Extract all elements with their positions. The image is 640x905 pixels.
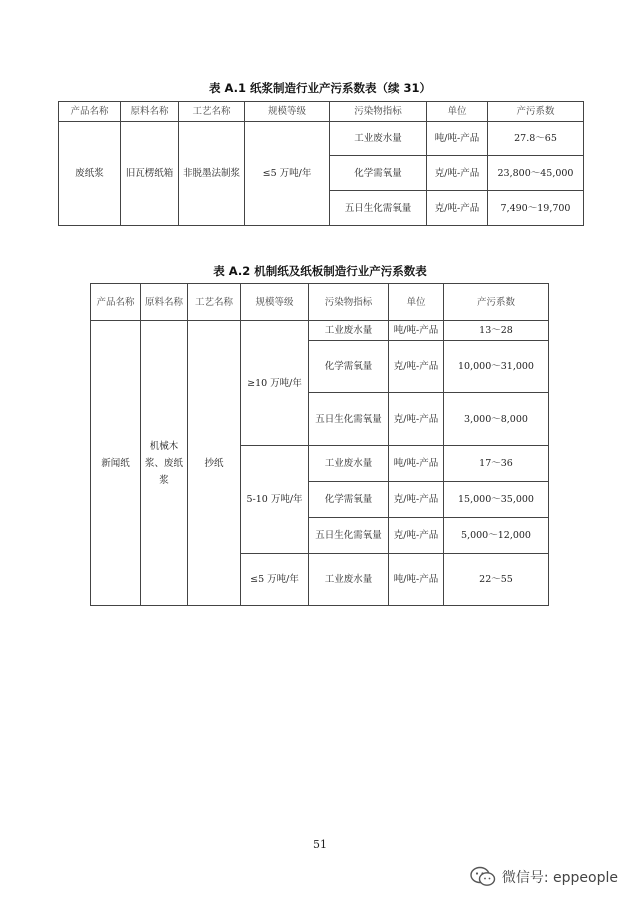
table1-material-cell: 旧瓦楞纸箱 bbox=[121, 122, 179, 226]
table2-pollutant-cell: 工业废水量 bbox=[309, 554, 389, 606]
table2-header-coefficient: 产污系数 bbox=[444, 284, 549, 321]
page-number: 51 bbox=[313, 838, 327, 851]
table1-caption: 表 A.1 纸浆制造行业产污系数表（续 31） bbox=[209, 81, 431, 95]
table1-header-unit: 单位 bbox=[427, 102, 488, 122]
table1-coefficient-cell: 23,800～45,000 bbox=[488, 156, 584, 191]
watermark bbox=[470, 866, 618, 888]
table2-scale-cell: ≤5 万吨/年 bbox=[241, 554, 309, 606]
table1-product-cell: 废纸浆 bbox=[59, 122, 121, 226]
table2-pollutant-cell: 五日生化需氧量 bbox=[309, 518, 389, 554]
table2-coefficient-cell: 10,000～31,000 bbox=[444, 341, 549, 393]
table2-header-scale: 规模等级 bbox=[241, 284, 309, 321]
table1-unit-cell: 克/吨-产品 bbox=[427, 156, 488, 191]
table2-unit-cell: 克/吨-产品 bbox=[389, 518, 444, 554]
table1-unit-cell: 克/吨-产品 bbox=[427, 191, 488, 226]
table2-pollutant-cell: 化学需氧量 bbox=[309, 341, 389, 393]
table2-coefficient-cell: 17～36 bbox=[444, 446, 549, 482]
table2-pollutant-cell: 化学需氧量 bbox=[309, 482, 389, 518]
table2-header-process: 工艺名称 bbox=[188, 284, 241, 321]
table1-header-scale: 规模等级 bbox=[245, 102, 330, 122]
table1-pollutant-cell: 五日生化需氧量 bbox=[330, 191, 427, 226]
table2-coefficient-cell: 15,000～35,000 bbox=[444, 482, 549, 518]
table2-unit-cell: 克/吨-产品 bbox=[389, 393, 444, 446]
table2-unit-cell: 克/吨-产品 bbox=[389, 341, 444, 393]
table1-unit-cell: 吨/吨-产品 bbox=[427, 122, 488, 156]
table1-header-coefficient: 产污系数 bbox=[488, 102, 584, 122]
table2-coefficient-cell: 5,000～12,000 bbox=[444, 518, 549, 554]
table1-coefficient-cell: 7,490～19,700 bbox=[488, 191, 584, 226]
table1-scale-cell: ≤5 万吨/年 bbox=[245, 122, 330, 226]
table1-process-cell: 非脱墨法制浆 bbox=[179, 122, 245, 226]
table2 bbox=[90, 283, 549, 606]
table2-header-product: 产品名称 bbox=[91, 284, 141, 321]
table2-header-unit: 单位 bbox=[389, 284, 444, 321]
wechat-icon bbox=[470, 866, 496, 888]
table2-unit-cell: 吨/吨-产品 bbox=[389, 554, 444, 606]
table1-header-pollutant: 污染物指标 bbox=[330, 102, 427, 122]
table1-pollutant-cell: 工业废水量 bbox=[330, 122, 427, 156]
watermark-text: 微信号: eppeople bbox=[501, 870, 618, 886]
table1-header-product: 产品名称 bbox=[59, 102, 121, 122]
table2-material-cell: 机械木浆、废纸浆 bbox=[141, 321, 188, 606]
table2-pollutant-cell: 五日生化需氧量 bbox=[309, 393, 389, 446]
table2-product-cell: 新闻纸 bbox=[91, 321, 141, 606]
table2-unit-cell: 克/吨-产品 bbox=[389, 482, 444, 518]
table1 bbox=[58, 101, 584, 226]
table2-coefficient-cell: 22～55 bbox=[444, 554, 549, 606]
table2-header-material: 原料名称 bbox=[141, 284, 188, 321]
table2-pollutant-cell: 工业废水量 bbox=[309, 446, 389, 482]
table1-coefficient-cell: 27.8～65 bbox=[488, 122, 584, 156]
table2-coefficient-cell: 3,000～8,000 bbox=[444, 393, 549, 446]
table2-header-pollutant: 污染物指标 bbox=[309, 284, 389, 321]
table2-process-cell: 抄纸 bbox=[188, 321, 241, 606]
table2-caption: 表 A.2 机制纸及纸板制造行业产污系数表 bbox=[213, 264, 427, 278]
table2-scale-cell: 5-10 万吨/年 bbox=[241, 446, 309, 554]
table2-coefficient-cell: 13～28 bbox=[444, 321, 549, 341]
table2-unit-cell: 吨/吨-产品 bbox=[389, 321, 444, 341]
table1-pollutant-cell: 化学需氧量 bbox=[330, 156, 427, 191]
table1-header-material: 原料名称 bbox=[121, 102, 179, 122]
table2-pollutant-cell: 工业废水量 bbox=[309, 321, 389, 341]
table2-scale-cell: ≥10 万吨/年 bbox=[241, 321, 309, 446]
table1-header-process: 工艺名称 bbox=[179, 102, 245, 122]
table2-unit-cell: 吨/吨-产品 bbox=[389, 446, 444, 482]
